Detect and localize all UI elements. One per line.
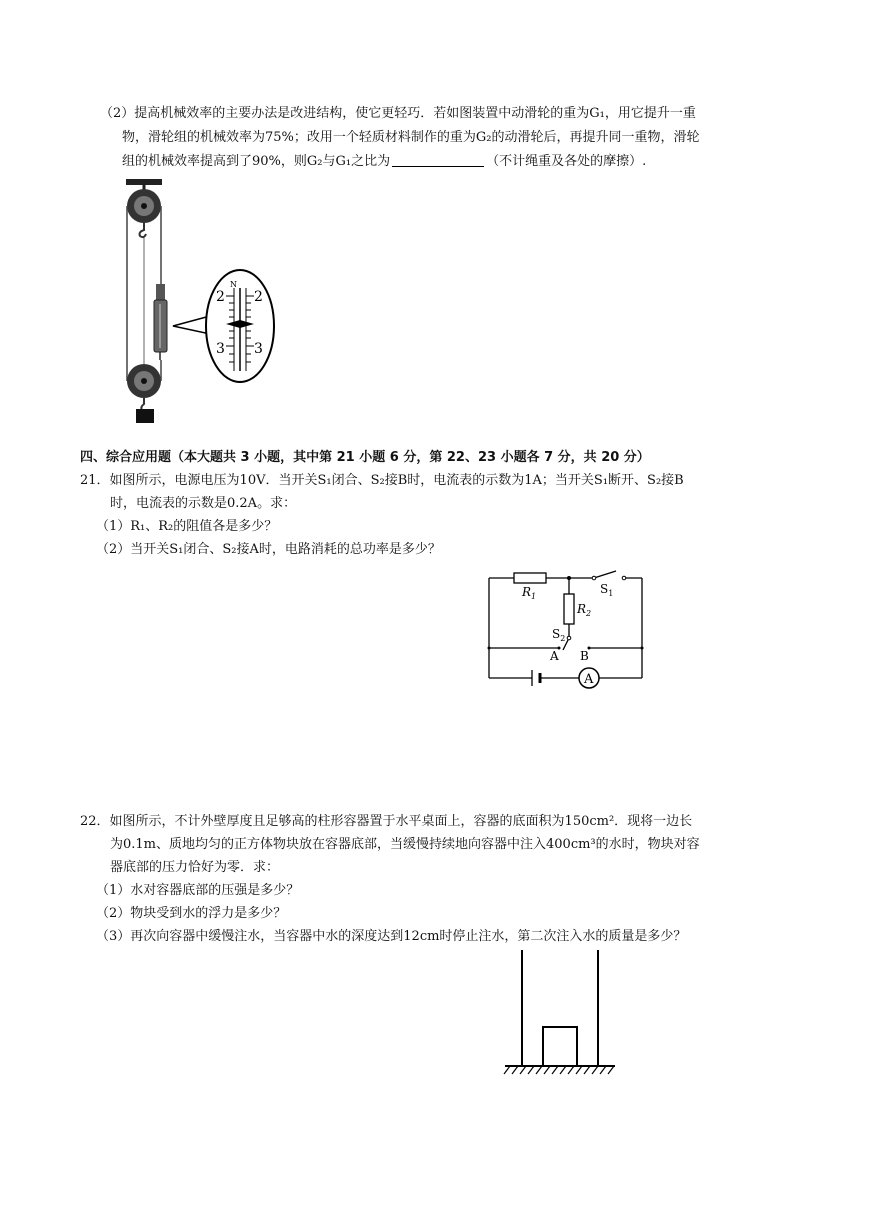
q20-2-line2: 物，滑轮组的机械效率为75%；改用一个轻质材料制作的重为G₂的动滑轮后，再提升同一重物，滑轮 [122,130,700,145]
q21-line2: 时，电流表的示数是0.2A。求： [110,496,297,511]
q20-2-line1: （2）提高机械效率的主要办法是改进结构，使它更轻巧．若如图装置中动滑轮的重为G₁，用它提升一重 [100,106,696,121]
circuit-diagram [484,568,654,693]
q21-sub2: （2）当开关S₁闭合、S₂接A时，电路消耗的总功率是多少？ [96,542,441,557]
point-b-label: B [580,649,589,663]
section-4-title: 四、综合应用题（本大题共 3 小题，其中第 21 小题 6 分，第 22、23 小题各 7 分，共 20 分） [80,450,650,465]
container-figure [500,950,620,1080]
q21-line1: 21．如图所示，电源电压为10V．当开关S₁闭合、S₂接B时，电流表的示数为1A；当开关S₁断开、S₂接B [80,473,684,488]
q22-sub3: （3）再次向容器中缓慢注水，当容器中水的深度达到12cm时停止注水，第二次注入水的质量是多少？ [96,929,687,944]
q20-2-line3-start: 组的机械效率提高到了90%，则G₂与G₁之比为 [122,154,391,169]
q20-2-line3-end: （不计绳重及各处的摩擦）. [486,154,647,169]
q22-sub2: （2）物块受到水的浮力是多少？ [96,906,287,921]
q20-2-line3 [122,152,646,172]
point-a-label: A [550,649,559,663]
ammeter-label: A [584,672,594,687]
scale-left-2: 2 [216,289,225,305]
q22-line2: 为0.1m、质地均匀的正方体物块放在容器底部，当缓慢持续地向容器中注入400cm³的水时，物块对容 [110,837,700,852]
scale-right-2: 2 [254,289,263,305]
scale-unit: N [230,280,237,289]
pulley-figure [118,176,278,426]
r1-label: $R_1$ [522,585,537,601]
r2-label: $R_2$ [577,602,592,618]
s2-label: $S_2$ [552,627,566,643]
s1-label: $S_1$ [600,582,614,598]
q22-line3: 器底部的压力恰好为零．求： [110,860,280,875]
answer-blank[interactable] [392,152,484,167]
q21-sub1: （1）R₁、R₂的阻值各是多少？ [96,519,278,534]
scale-left-3: 3 [216,341,225,357]
q22-line1: 22．如图所示，不计外壁厚度且足够高的柱形容器置于水平桌面上，容器的底面积为150cm²．现将一边长 [80,814,693,829]
q22-sub1: （1）水对容器底部的压强是多少？ [96,883,300,898]
cube-block [543,1027,577,1066]
scale-right-3: 3 [254,341,263,357]
